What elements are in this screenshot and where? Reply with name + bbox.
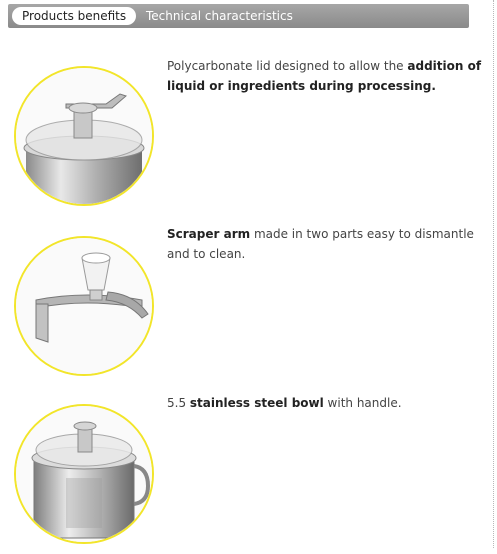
right-divider: [493, 0, 494, 548]
feature-bowl-text: 5.5 stainless steel bowl with handle.: [167, 396, 402, 410]
feature-lid-text: Polycarbonate lid designed to allow the addition of liquid or ingredients during processing.: [167, 59, 482, 93]
lid-image: [14, 66, 154, 206]
feature-bowl: [0, 396, 490, 554]
feature-lid: [0, 59, 490, 216]
tab-products-benefits[interactable]: Products benefits: [12, 7, 136, 25]
feature-scraper-arm-text: Scraper arm made in two parts easy to dismantle and to clean.: [167, 227, 474, 261]
feature-scraper-arm: [0, 227, 490, 386]
tab-bar: [8, 4, 469, 28]
bowl-image: [14, 404, 154, 544]
scraper-arm-image: [14, 236, 154, 376]
tab-technical-characteristics[interactable]: Technical characteristics: [146, 9, 293, 23]
